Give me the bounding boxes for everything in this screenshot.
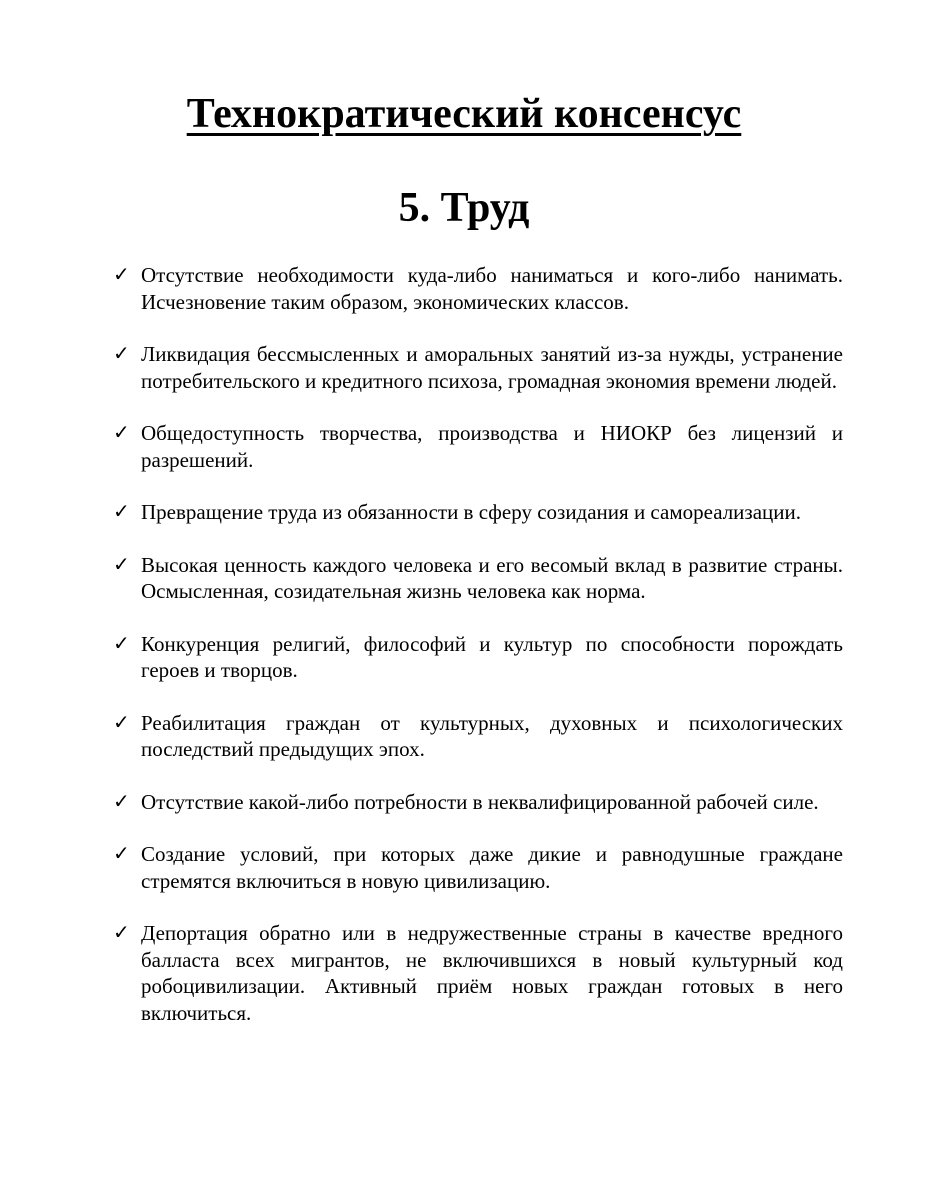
list-item: [113, 710, 843, 763]
list-item: [113, 789, 843, 816]
list-item-text: Превращение труда из обязанности в сферу созидания и самореализации.: [141, 500, 802, 524]
checkmark-icon: ✓: [113, 422, 130, 444]
section-title: 5. Труд: [398, 185, 530, 231]
list-item: [113, 262, 843, 315]
list-item: [113, 631, 843, 684]
list-item: [113, 420, 843, 473]
list-item-text: Депортация обратно или в недружественные страны в качестве вредного балласта всех мигрантов, не включившихся в новый культурный код робоцивилизации. Активный приём новых граждан готовых в него включиться.: [141, 921, 843, 1025]
checkmark-icon: ✓: [113, 501, 130, 523]
list-item: [113, 499, 843, 526]
checkmark-icon: ✓: [113, 790, 130, 813]
checkmark-icon: ✓: [113, 553, 130, 576]
list-item: [113, 841, 843, 894]
list-item-text: Общедоступность творчества, производства и НИОКР без лицензий и разрешений.: [141, 421, 843, 472]
list-item-text: Конкуренция религий, философий и культур по способности порождать героев и творцов.: [141, 631, 843, 682]
checkmark-icon: ✓: [113, 264, 130, 286]
checkmark-icon: ✓: [113, 922, 130, 944]
list-item-text: Отсутствие необходимости куда-либо наниматься и кого-либо нанимать. Исчезновение таким образом, экономических классов.: [141, 263, 843, 314]
checkmark-icon: ✓: [113, 843, 130, 865]
list-item: [113, 920, 843, 1026]
checkmark-icon: ✓: [113, 711, 130, 734]
list-item-text: Создание условий, при которых даже дикие и равнодушные граждане стремятся включиться в новую цивилизацию.: [141, 842, 843, 893]
checklist: [113, 262, 843, 1052]
page-title-text: Технократический консенсус: [186, 91, 742, 137]
list-item-text: Ликвидация бессмысленных и аморальных занятий из-за нужды, устранение потребительского и кредитного психоза, громадная экономия времени людей.: [141, 342, 843, 393]
page-title: [0, 86, 928, 142]
checkmark-icon: ✓: [113, 343, 130, 365]
list-item: [113, 552, 843, 605]
list-item-text: Отсутствие какой-либо потребности в неквалифицированной рабочей силе.: [141, 789, 819, 814]
list-item-text: Реабилитация граждан от культурных, духовных и психологических последствий предыдущих эпох.: [141, 710, 843, 761]
list-item: [113, 341, 843, 394]
list-item-text: Высокая ценность каждого человека и его весомый вклад в развитие страны. Осмысленная, созидательная жизнь человека как норма.: [141, 552, 843, 603]
checkmark-icon: ✓: [113, 632, 130, 655]
